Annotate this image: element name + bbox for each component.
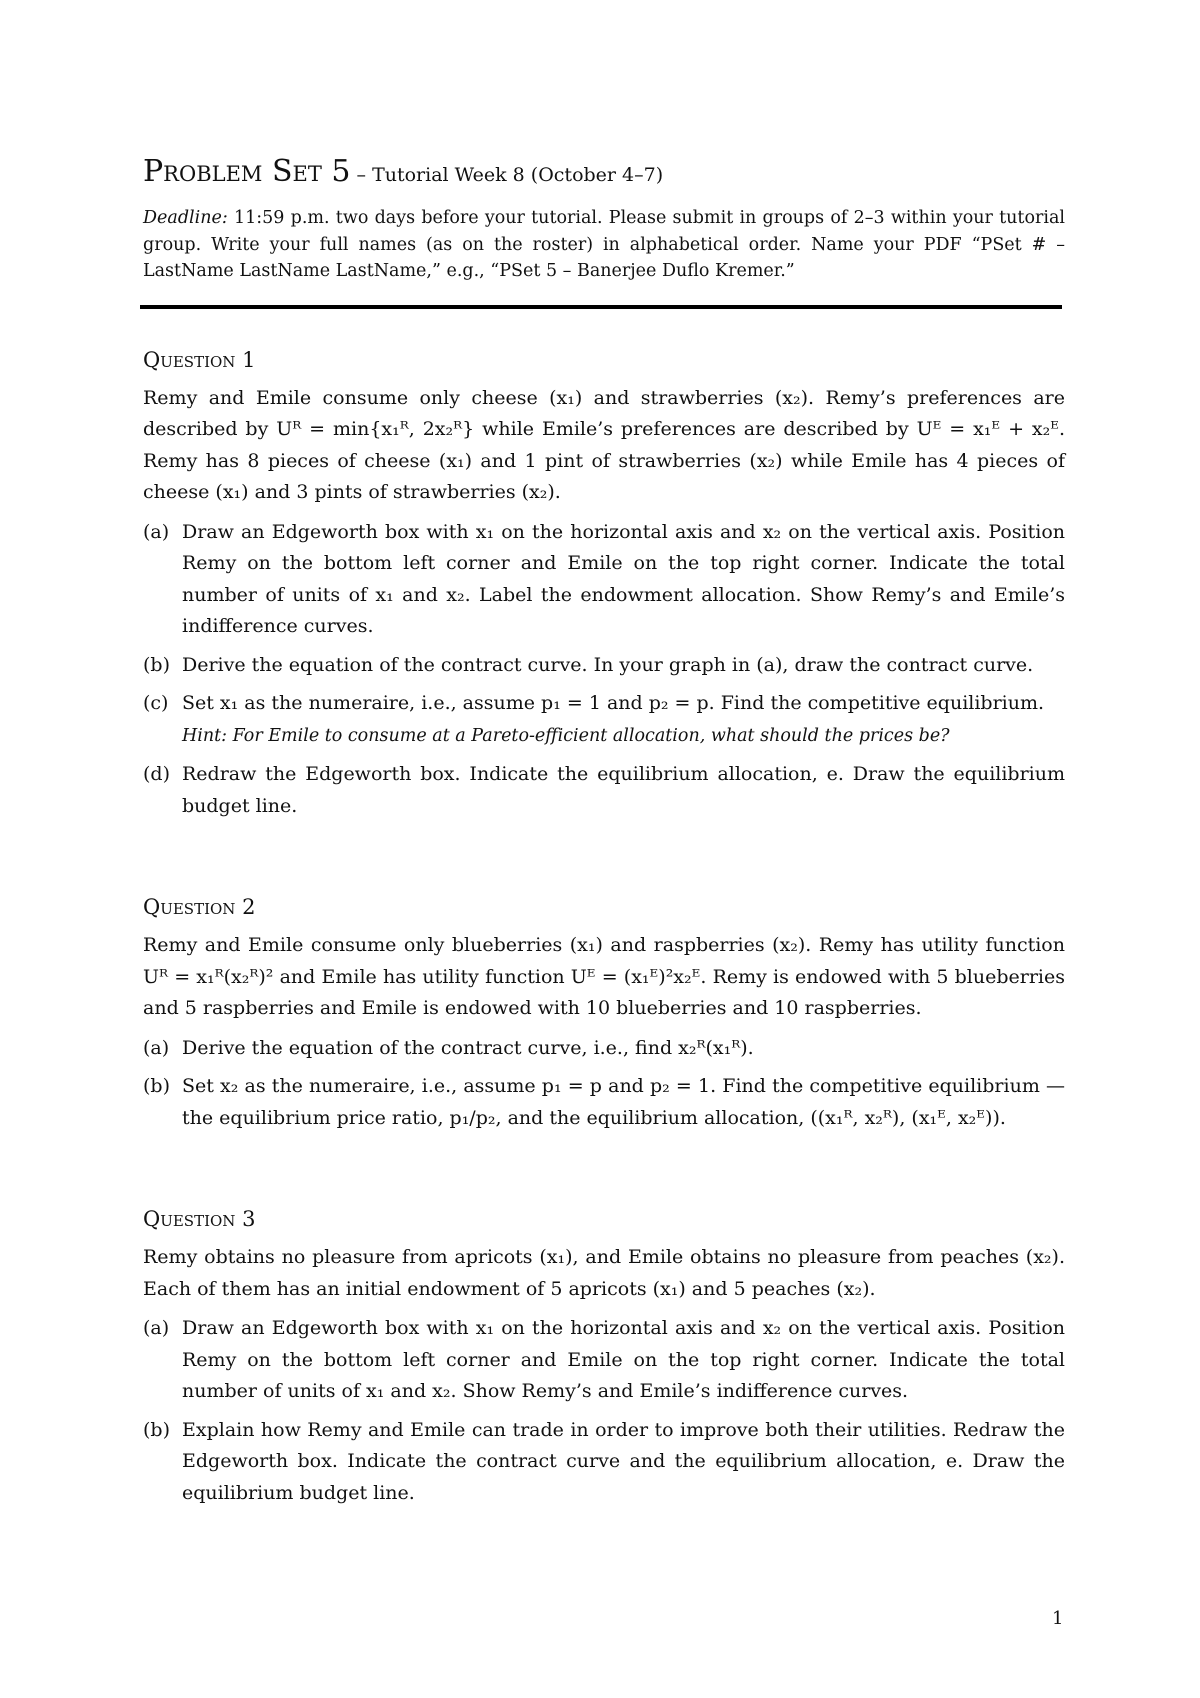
item-text: Explain how Remy and Emile can trade in order to improve both their utilities. Redraw the Edgeworth box. Indicate the contract curve and the equilibrium allocation, e. Draw the equilibrium budget line. <box>182 1418 1065 1504</box>
item-label: (b) <box>143 653 170 676</box>
item-label: (c) <box>143 692 169 714</box>
item-text: Derive the equation of the contract curve, i.e., find x₂ᴿ(x₁ᴿ). <box>182 1036 754 1059</box>
question-3 <box>143 1202 1065 1509</box>
question-3-heading: Question 3 <box>143 1207 256 1231</box>
question-3-intro: Remy obtains no pleasure from apricots (x₁), and Emile obtains no pleasure from peaches (x₂). Each of them has an initial endowment of 5 apricots (x₁) and 5 peaches (x₂). <box>143 1246 1065 1300</box>
page-number: 1 <box>1052 1608 1064 1629</box>
item-text: Derive the equation of the contract curve. In your graph in (a), draw the contract curve. <box>182 653 1034 676</box>
item-text: Draw an Edgeworth box with x₁ on the horizontal axis and x₂ on the vertical axis. Position Remy on the bottom left corner and Emile on the top right corner. Indicate the total number of units of x₁ and x₂. Show Remy’s and Emile’s indifference curves. <box>182 1317 1065 1402</box>
horizontal-rule <box>140 305 1062 309</box>
question-3-item-a <box>143 1313 1065 1408</box>
question-1 <box>143 343 1065 823</box>
question-1-item-a <box>143 517 1065 643</box>
title-text: Problem Set 5 <box>143 154 351 189</box>
question-1-intro: Remy and Emile consume only cheese (x₁) and strawberries (x₂). Remy’s preferences are described by Uᴿ = min{x₁ᴿ, 2x₂ᴿ} while Emile’s preferences are described by Uᴱ = x₁ᴱ + x₂ᴱ. Remy has 8 pieces of cheese (x₁) and 1 pint of strawberries (x₂) while Emile has 4 pieces of cheese (x₁) and 3 pints of strawberries (x₂). <box>143 386 1065 503</box>
question-1-item-d <box>143 759 1065 822</box>
item-label: (a) <box>143 1317 170 1339</box>
deadline-label: Deadline: <box>143 208 228 228</box>
question-1-heading: Question 1 <box>143 347 256 372</box>
item-text: Set x₁ as the numeraire, i.e., assume p₁ = 1 and p₂ = p. Find the competitive equilibrium. <box>182 692 1045 714</box>
item-hint: Hint: For Emile to consume at a Pareto-efficient allocation, what should the prices be? <box>182 725 950 746</box>
question-2-items <box>143 1033 1065 1135</box>
deadline-paragraph <box>143 205 1065 285</box>
item-label: (a) <box>143 520 170 543</box>
page-title <box>143 152 1065 195</box>
item-text: Draw an Edgeworth box with x₁ on the horizontal axis and x₂ on the vertical axis. Position Remy on the bottom left corner and Emile on the top right corner. Indicate the total number of units of x₁ and x₂. Label the endowment allocation. Show Remy’s and Emile’s indifference curves. <box>182 520 1065 637</box>
title-subtitle: – Tutorial Week 8 (October 4–7) <box>350 164 664 186</box>
question-2-heading: Question 2 <box>143 895 256 919</box>
question-2-item-a <box>143 1033 1065 1065</box>
item-label: (b) <box>143 1075 170 1097</box>
question-3-item-b <box>143 1415 1065 1510</box>
item-text: Set x₂ as the numeraire, i.e., assume p₁ = p and p₂ = 1. Find the competitive equilibrium — the equilibrium price ratio, p₁/p₂, and the equilibrium allocation, ((x₁ᴿ, x₂ᴿ), (x₁ᴱ, x₂ᴱ)). <box>182 1075 1065 1129</box>
question-1-item-b <box>143 650 1065 682</box>
question-2-intro: Remy and Emile consume only blueberries (x₁) and raspberries (x₂). Remy has utility function Uᴿ = x₁ᴿ(x₂ᴿ)² and Emile has utility function Uᴱ = (x₁ᴱ)²x₂ᴱ. Remy is endowed with 5 blueberries and 5 raspberries and Emile is endowed with 10 blueberries and 10 raspberries. <box>143 934 1065 1019</box>
document-page <box>143 152 1065 1577</box>
question-2 <box>143 890 1065 1134</box>
deadline-text: 11:59 p.m. two days before your tutorial. Please submit in groups of 2–3 within your tutorial group. Write your full names (as on the roster) in alphabetical order. Name your PDF “PSet # – LastName LastName LastName,” e.g., “PSet 5 – Banerjee Duflo Kremer.” <box>143 208 1065 281</box>
question-2-item-b <box>143 1071 1065 1134</box>
question-1-item-c <box>143 688 1065 752</box>
question-1-items <box>143 517 1065 823</box>
item-text: Redraw the Edgeworth box. Indicate the equilibrium allocation, e. Draw the equilibrium budget line. <box>182 763 1065 817</box>
question-3-items <box>143 1313 1065 1509</box>
item-label: (a) <box>143 1036 170 1059</box>
item-label: (d) <box>143 763 170 785</box>
item-label: (b) <box>143 1418 170 1441</box>
